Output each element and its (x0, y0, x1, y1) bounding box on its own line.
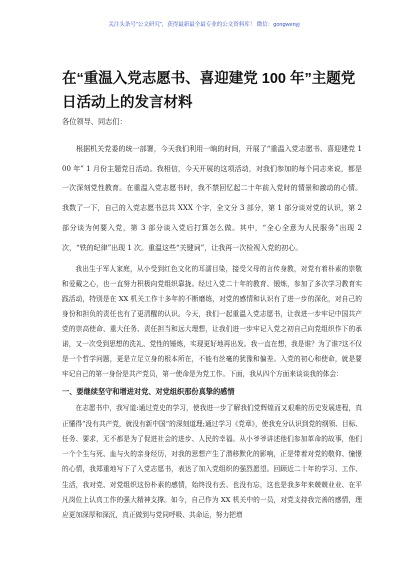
salutation: 各位领导、同志们： (62, 117, 127, 126)
section-heading: 一、要继续坚守和增进对党、对党组织那份真挚的感情 (62, 387, 235, 397)
page-title: 在“重温入党志愿书、喜迎建党 100 年”主题党日活动上的发言材料 (62, 71, 356, 111)
promo-banner: 关注头条号"公文研究"，获得最新最全最专业的公文资料库！ 微信：gongwenyj (108, 22, 300, 28)
paragraph-section1: 在志愿书中，我写道:通过党史的学习，使我进一步了解我们党辉煌而又艰难的历史发展进程，真正懂得“没有共产党，就没有新中国”的深刻道理;通过学习《党章》，使我充分认识到党的纲领、目标、任务、要求，无不都是为了促进社会的进步、人民的幸福。从小爷爷讲述他们参加革命的故事，他们一个个生与死、血与火的亲身经历，对我的思想产生了潜移默化的影响，正是带着对党的敬仰、憧憬的心情，我郑重地写下了入党志愿书，表达了加入党组织的强烈愿望。回顾近二十年的学习、工作、生活，我对党、对党组织这份朴素的感情，始终没有丢、也没有忘，这也是我多年来兢兢业业、在平凡岗位上认真工作的强大精神支撑。如今，自己作为 XX 机关中的一员，对党支持我完善的感情，理应更加深厚和深沉，真正做到与党同呼吸、共命运，努力把增 (62, 404, 362, 520)
document-body (62, 140, 362, 524)
paragraph-intro: 根据机关党委的统一部署，今天我们利用一晌的时间，开展了“重温入党志愿书、喜迎建党 100 年” 1 月份主题党日活动。我相信，今天开展的这项活动，对我们参加的每个同志来说，都是一次深刻党性教育。在重温入党志愿书时，我不禁回忆起二十年前入党时的情景和激动的心情。我数了一下，自己的入党志愿书总共 XXX 个字，全文分 3 部分，第 1 部分谈对党的认识，第 2 部分谈为何要入党，第 3 部分谈入党后打算怎么做。其中，“全心全意为人民服务”出现 2 次，“铁的纪律”出现 1 次。重温这些“关键词”，让我再一次检视入党的初心。 (62, 145, 362, 252)
paragraph-background: 我出生于军人家庭，从小受到红色文化的耳濡目染，接受父母的言传身教，对党有着朴素的崇敬和爱戴之心，也一直努力积极向党组织靠拢。经过入党二十年的教育、锻炼，参加了多次学习教育实践活动，特别是在 XX 机关工作十多年的不断磨练，对党的感情和认识有了进一步的深化，对自己的身份和担负的责任也有了更清醒的认识。今天，我们一起重温入党志愿书，让我进一步牢记中国共产党的崇高使命、重大任务、责任担当和远大理想，让我们进一步牢记入党之初自己向党组织作下的承诺，又一次受到思想的洗礼、党性的锤炼，实现更好地再出发。我一直在想，我是谁？为了谁?这不仅是一个哲学问题，更是立足立身的根本所在，不能有丝毫的犹豫和偏差。入党的初心和使命，就是要牢记自己的第一身份是共产党员，第一使命是为党工作。下面，我从四个方面来谈谈我的体会： (62, 265, 362, 379)
